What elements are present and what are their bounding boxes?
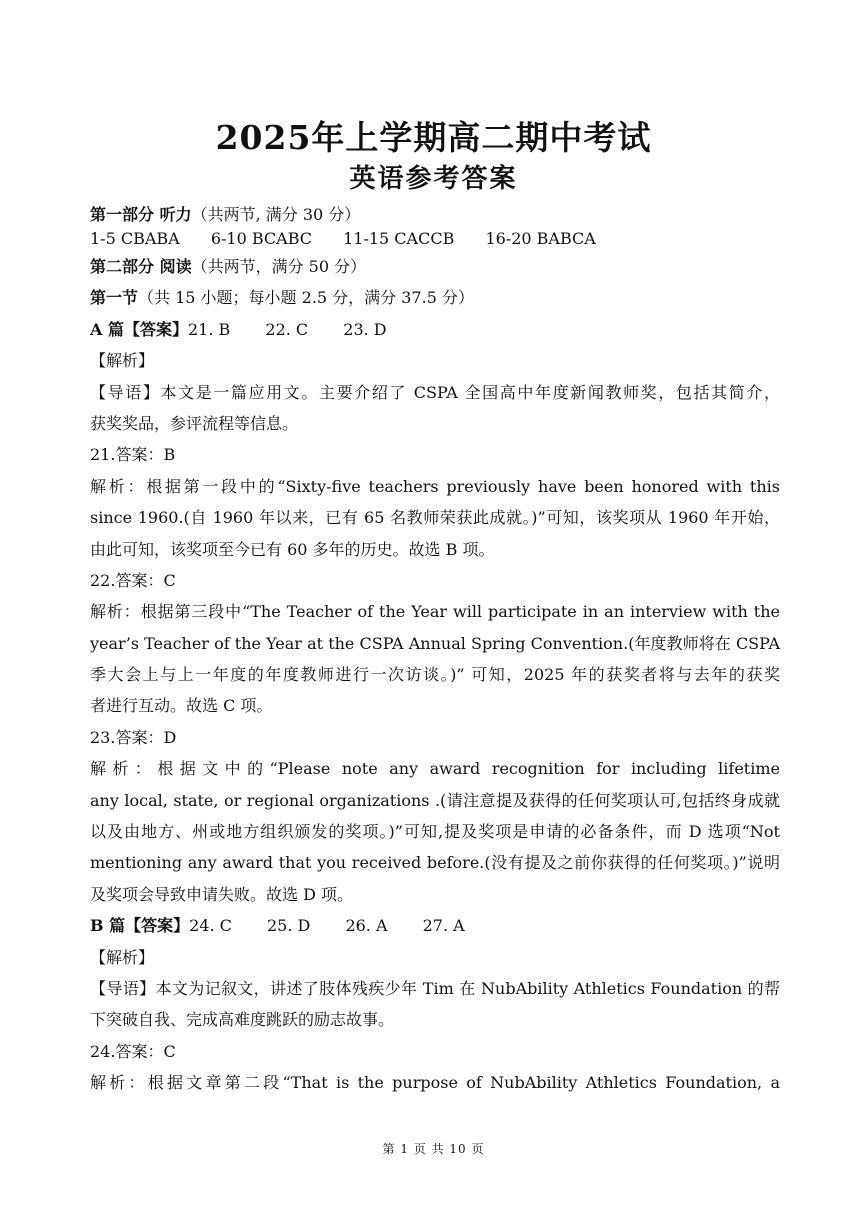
passage-a-guide-line: 【导语】本文是一篇应用文。主要介绍了 CSPA 全国高中年度新闻教师奖，包括其简介， xyxy=(90,382,780,402)
part2-heading-note: （共两节，满分 50 分） xyxy=(191,257,367,276)
section1-heading xyxy=(90,282,780,313)
page-footer: 第 1 页 共 10 页 xyxy=(382,1142,485,1156)
passage-b-answer: 27. A xyxy=(422,916,465,936)
q23-analysis-line: 解析：根据文中的“Please note any award recognition for including lifetime xyxy=(90,759,780,779)
document-subtitle: 英语参考答案 xyxy=(349,164,518,194)
part2-heading-text: 第二部分 阅读 xyxy=(90,257,192,276)
q21-answer: 21.答案：B xyxy=(90,445,176,465)
passage-b-guide-line: 【导语】本文为记叙文，讲述了肢体残疾少年 Tim 在 NubAbility Athletics Foundation 的帮 xyxy=(90,978,780,998)
passage-b-answers xyxy=(90,910,780,941)
part1-answer-group: 1-5 CBABA xyxy=(90,229,180,248)
q23-analysis-line: any local, state, or regional organizations .(请注意提及获得的任何奖项认可,包括终身成就 xyxy=(90,790,780,810)
part2-heading xyxy=(90,251,780,282)
q22-analysis-line: 者进行互动。故选 C 项。 xyxy=(90,696,273,716)
passage-a-answer: 21. B xyxy=(188,319,231,339)
passage-a-answer: 22. C xyxy=(265,319,309,339)
q21-analysis-line: 由此可知，该奖项至今已有 60 多年的历史。故选 B 项。 xyxy=(90,539,495,559)
passage-a-answer: 23. D xyxy=(343,319,387,339)
document-title: 2025年上学期高二期中考试 xyxy=(215,118,652,157)
passage-b-answer: 26. A xyxy=(345,916,388,936)
passage-b-label: B 篇【答案】 xyxy=(90,916,190,936)
part1-heading-text: 第一部分 听力 xyxy=(90,205,192,224)
q23-answer: 23.答案：D xyxy=(90,727,177,747)
part1-heading xyxy=(90,203,780,227)
q22-answer: 22.答案：C xyxy=(90,570,176,590)
passage-b-analysis-label: 【解析】 xyxy=(90,947,155,967)
part1-answer-group: 16-20 BABCA xyxy=(485,229,596,248)
passage-b-answer: 24. C xyxy=(189,916,232,936)
passage-b-guide-line: 下突破自我、完成高难度跳跃的励志故事。 xyxy=(90,1010,395,1030)
part1-answer-group: 11-15 CACCB xyxy=(343,229,455,248)
q23-analysis-line: 以及由地方、州或地方组织颁发的奖项。)”可知,提及奖项是申请的必备条件，而 D 选项“Not xyxy=(90,822,780,842)
q21-analysis-line: since 1960.(自 1960 年以来，已有 65 名教师荣获此成就。)”可知，该奖项从 1960 年开始， xyxy=(90,508,780,528)
passage-a-answers xyxy=(90,314,780,345)
q22-analysis-line: year’s Teacher of the Year at the CSPA Annual Spring Convention.(年度教师将在 CSPA xyxy=(90,633,780,653)
passage-b-answer: 25. D xyxy=(266,916,311,936)
part1-heading-note: （共两节, 满分 30 分） xyxy=(191,205,361,224)
section1-heading-note: （共 15 小题；每小题 2.5 分，满分 37.5 分） xyxy=(138,288,474,308)
part1-answer-group: 6-10 BCABC xyxy=(210,229,312,248)
part1-answers xyxy=(90,227,780,251)
q22-analysis-line: 季大会上与上一年度的年度教师进行一次访谈。)” 可知，2025 年的获奖者将与去年的获奖 xyxy=(90,665,780,685)
passage-a-analysis-label: 【解析】 xyxy=(90,351,155,371)
q23-analysis-line: 及奖项会导致申请失败。故选 D 项。 xyxy=(90,884,354,904)
passage-a-guide-line: 获奖奖品，参评流程等信息。 xyxy=(90,413,299,433)
q21-analysis-line: 解析：根据第一段中的“Sixty-five teachers previously have been honored with this xyxy=(90,476,780,496)
q22-analysis-line: 解析：根据第三段中“The Teacher of the Year will participate in an interview with the xyxy=(90,602,780,622)
answer-content xyxy=(90,203,780,1099)
section1-heading-text: 第一节 xyxy=(90,288,139,308)
q24-analysis-line: 解析：根据文章第二段“That is the purpose of NubAbility Athletics Foundation, a xyxy=(90,1073,780,1093)
q24-answer: 24.答案：C xyxy=(90,1041,176,1061)
passage-a-label: A 篇【答案】 xyxy=(90,319,188,339)
q23-analysis-line: mentioning any award that you received before.(没有提及之前你获得的任何奖项。)”说明 xyxy=(90,853,780,873)
